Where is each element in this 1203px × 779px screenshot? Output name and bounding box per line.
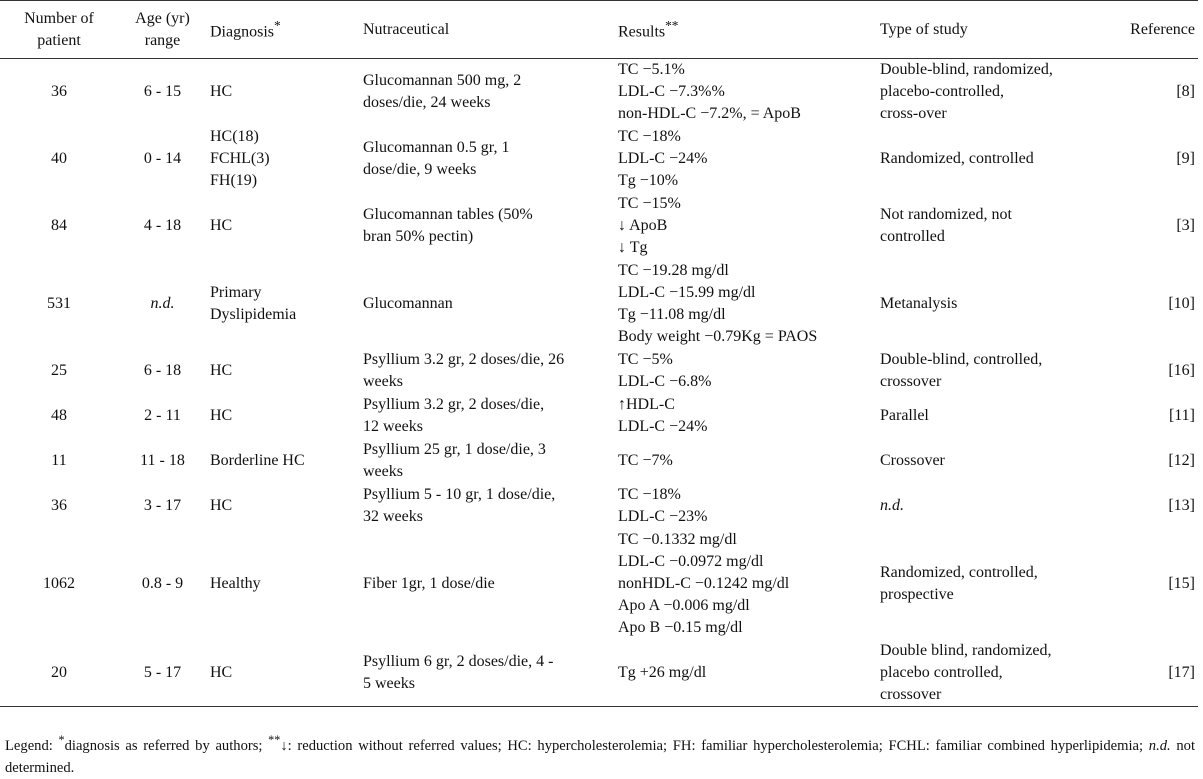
cell-results: TC −5% LDL-C −6.8% (618, 351, 712, 390)
cell-results: TC −0.1332 mg/dl LDL-C −0.0972 mg/dl nonHDL-C −0.1242 mg/dl Apo A −0.006 mg/dl Apo B −0.15 mg/dl (618, 531, 790, 636)
cell-patients: 84 (51, 217, 67, 234)
cell-patients: 36 (51, 83, 67, 101)
cell-nutraceutical: Psyllium 25 gr, 1 dose/die, 3 weeks (363, 441, 546, 480)
cell-patients: 40 (51, 150, 67, 167)
cell-reference: [12] (1168, 452, 1195, 469)
cell-diagnosis: HC (210, 407, 233, 424)
table-row (0, 193, 1198, 260)
cell-nutraceutical: Psyllium 3.2 gr, 2 doses/die, 26 weeks (363, 351, 565, 390)
cell-patients: 1062 (43, 575, 75, 592)
table-legend: Legend: *diagnosis as referred by authors; **↓: reduction without referred values; HC: hypercholesterolemia; FH: familiar hypercholesterolemia; FCHL: familiar combined hyperlipidemia; n.d. not determined. (5, 733, 1196, 776)
cell-patients: 11 (51, 452, 67, 469)
cell-reference: [11] (1168, 407, 1195, 424)
cell-patients: 531 (47, 295, 71, 312)
cell-age: 2 - 11 (144, 407, 181, 424)
cell-results: TC −7% (618, 452, 673, 469)
cell-diagnosis: Healthy (210, 575, 261, 592)
header-nutraceutical: Nutraceutical (360, 1, 615, 59)
cell-reference: [13] (1168, 497, 1195, 514)
header-patients: Number of patient (0, 1, 118, 59)
cell-diagnosis: HC (210, 362, 233, 379)
table-row (0, 349, 1198, 394)
cell-diagnosis: HC (210, 83, 233, 101)
cell-diagnosis: Borderline HC (210, 452, 305, 469)
cell-nutraceutical: Fiber 1gr, 1 dose/die (363, 575, 495, 592)
cell-nutraceutical: Glucomannan 0.5 gr, 1 dose/die, 9 weeks (363, 139, 510, 178)
cell-results: TC −18% LDL-C −24% Tg −10% (618, 128, 708, 189)
cell-nutraceutical: Psyllium 3.2 gr, 2 doses/die, 12 weeks (363, 396, 545, 435)
table-row (0, 439, 1198, 484)
cell-age: n.d. (150, 295, 175, 312)
cell-diagnosis: HC (207, 640, 360, 707)
cell-diagnosis: HC (210, 217, 233, 234)
table-body (0, 59, 1198, 707)
table-row (0, 640, 1198, 707)
cell-reference: [3] (1176, 217, 1195, 234)
header-results: Results** (615, 1, 877, 59)
header-type-of-study: Type of study (877, 1, 1105, 59)
cell-study: Double-blind, randomized, placebo-controlled, cross-over (880, 61, 1053, 123)
cell-age: 4 - 18 (143, 217, 182, 234)
cell-age: 6 - 18 (143, 362, 182, 379)
cell-patients: 36 (51, 497, 67, 514)
cell-study: Not randomized, not controlled (880, 206, 1012, 245)
cell-reference: [9] (1176, 150, 1195, 167)
cell-study: Crossover (880, 452, 945, 469)
cell-results: TC −15% ↓ ApoB ↓ Tg (618, 195, 681, 256)
cell-age: 6 - 15 (143, 83, 182, 101)
cell-reference: [17] (1105, 640, 1198, 707)
cell-age: 11 - 18 (140, 452, 185, 469)
cell-study: Parallel (880, 407, 929, 424)
cell-study: Randomized, controlled, prospective (880, 564, 1038, 603)
cell-diagnosis: HC(18) FCHL(3) FH(19) (210, 128, 270, 189)
cell-age: 0 - 14 (143, 150, 182, 167)
cell-nutraceutical: Glucomannan tables (50% bran 50% pectin) (363, 206, 533, 245)
table-header-row (0, 1, 1198, 59)
cell-results: Tg +26 mg/dl (615, 640, 877, 707)
cell-patients: 20 (0, 640, 118, 707)
cell-nutraceutical: Psyllium 6 gr, 2 doses/die, 4 - 5 weeks (360, 640, 615, 707)
cell-reference: [16] (1168, 362, 1195, 379)
cell-study: Metanalysis (880, 295, 958, 312)
cell-age: 0.8 - 9 (141, 575, 184, 592)
cell-nutraceutical: Glucomannan 500 mg, 2 doses/die, 24 weeks (363, 72, 522, 112)
cell-results: TC −19.28 mg/dl LDL-C −15.99 mg/dl Tg −11.08 mg/dl Body weight −0.79Kg = PAOS (618, 262, 818, 345)
cell-nutraceutical: Glucomannan (363, 295, 453, 312)
cell-diagnosis: Primary Dyslipidemia (210, 284, 297, 323)
cell-patients: 25 (51, 362, 67, 379)
table-row (0, 260, 1198, 349)
header-age: Age (yr) range (118, 1, 207, 59)
table-row (0, 394, 1198, 439)
cell-study: Randomized, controlled (880, 150, 1034, 167)
cell-reference: [15] (1168, 575, 1195, 592)
cell-study: Double-blind, controlled, crossover (880, 351, 1043, 390)
cell-nutraceutical: Psyllium 5 - 10 gr, 1 dose/die, 32 weeks (363, 486, 556, 525)
cell-patients: 48 (51, 407, 67, 424)
cell-age: 5 - 17 (118, 640, 207, 707)
table-row (0, 126, 1198, 193)
cell-results: ↑HDL-C LDL-C −24% (618, 396, 708, 435)
cell-results: TC −5.1% LDL-C −7.3%% non-HDL-C −7.2%, = ApoB (618, 61, 801, 123)
cell-reference: [10] (1168, 295, 1195, 312)
cell-study: Double blind, randomized, placebo controlled, crossover (877, 640, 1105, 707)
table-row (0, 59, 1198, 126)
header-reference: Reference (1105, 1, 1198, 59)
table-row (0, 529, 1198, 640)
cell-diagnosis: HC (210, 497, 233, 514)
cell-results: TC −18% LDL-C −23% (618, 486, 708, 525)
cell-reference: [8] (1176, 83, 1195, 101)
cell-study: n.d. (880, 497, 904, 514)
table-row (0, 484, 1198, 529)
header-diagnosis: Diagnosis* (207, 1, 360, 59)
cell-age: 3 - 17 (143, 497, 182, 514)
